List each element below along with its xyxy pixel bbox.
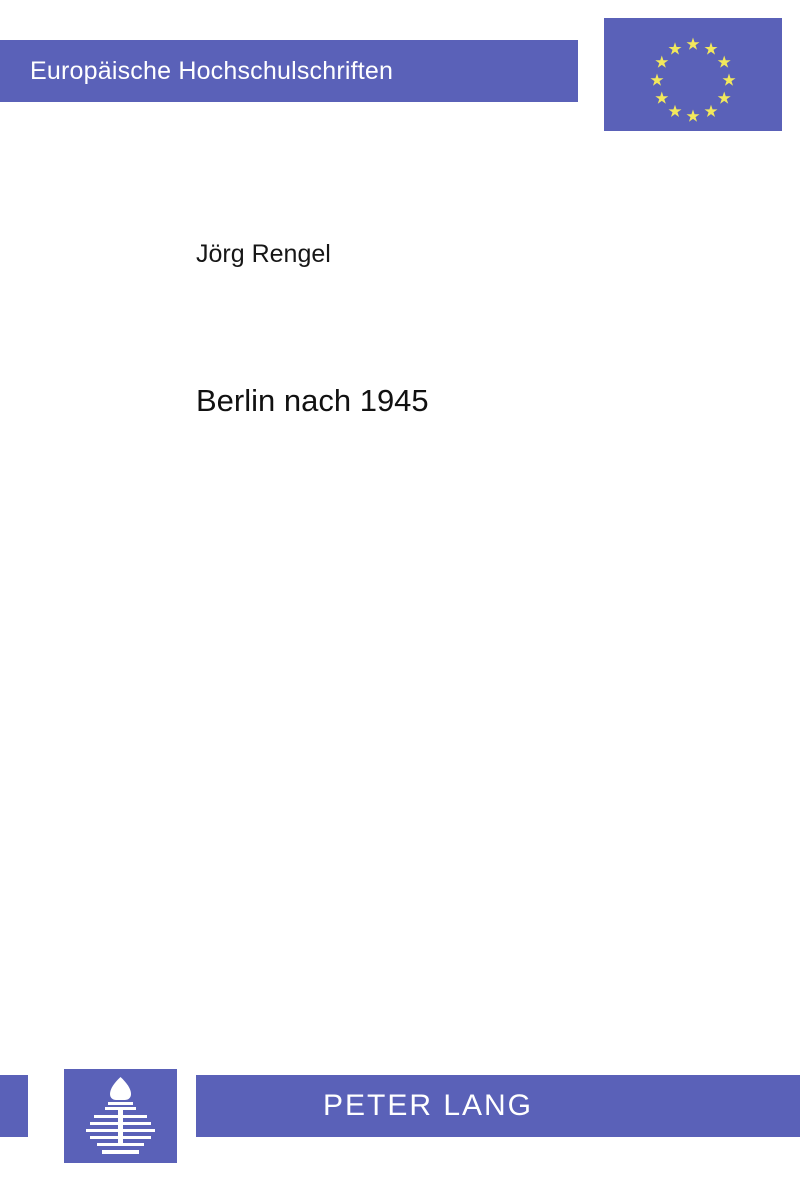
- european-union-flag-icon: [604, 18, 782, 131]
- tree-logo-graphic: [64, 1069, 177, 1163]
- publisher-footer: [0, 1069, 800, 1147]
- publisher-name: PETER LANG: [322, 1089, 534, 1122]
- series-banner: [0, 40, 578, 102]
- eu-stars-icon: [604, 18, 782, 131]
- series-title: Europäische Hochschulschriften: [30, 56, 394, 85]
- peter-lang-tree-logo-icon: [64, 1069, 177, 1163]
- footer-accent-square: [0, 1075, 28, 1137]
- author-name: Jörg Rengel: [196, 240, 331, 268]
- publisher-bar: [196, 1075, 800, 1137]
- book-title: Berlin nach 1945: [196, 383, 429, 418]
